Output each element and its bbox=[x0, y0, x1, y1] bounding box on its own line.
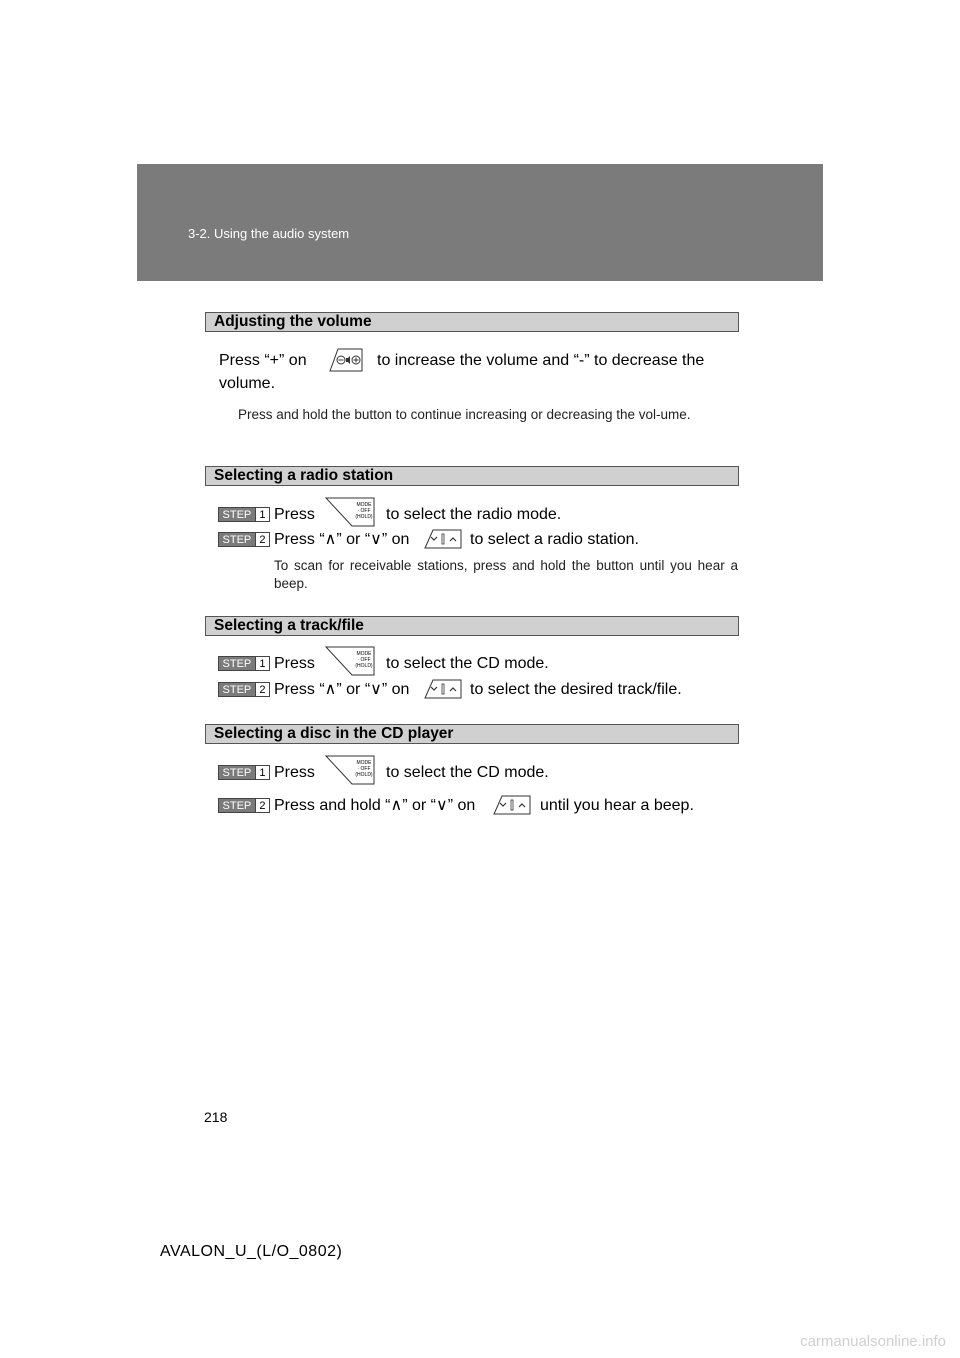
section-title-disc: Selecting a disc in the CD player bbox=[205, 724, 739, 744]
volume-text-c: volume. bbox=[219, 375, 276, 392]
mode-button-icon bbox=[324, 645, 376, 677]
step-number: 1 bbox=[255, 765, 270, 780]
radio-step1-text: Press bbox=[274, 506, 315, 523]
disc-step2-text: Press and hold “∧” or “∨” on bbox=[274, 797, 476, 814]
track-step2-post: to select the desired track/file. bbox=[470, 681, 682, 698]
seek-rocker-icon bbox=[492, 794, 532, 816]
step-number: 2 bbox=[255, 682, 270, 697]
radio-step2-text: Press “∧” or “∨” on bbox=[274, 531, 410, 548]
step-label: STEP bbox=[218, 656, 255, 671]
step-badge-2 bbox=[218, 798, 270, 813]
step-badge-1 bbox=[218, 507, 270, 522]
step-label: STEP bbox=[218, 765, 255, 780]
off-label: · OFF bbox=[357, 657, 371, 663]
page-number: 218 bbox=[204, 1109, 228, 1125]
step-number: 1 bbox=[255, 656, 270, 671]
step-number: 2 bbox=[255, 532, 270, 547]
section-label: 3-2. Using the audio system bbox=[188, 226, 350, 241]
seek-rocker-icon bbox=[423, 528, 463, 550]
step-badge-2 bbox=[218, 682, 270, 697]
radio-step1-post: to select the radio mode. bbox=[386, 506, 562, 523]
disc-step1-text: Press bbox=[274, 764, 315, 781]
track-step2-text: Press “∧” or “∨” on bbox=[274, 681, 410, 698]
section-title-radio: Selecting a radio station bbox=[205, 466, 739, 486]
track-step1-text: Press bbox=[274, 655, 315, 672]
document-code: AVALON_U_(L/O_0802) bbox=[160, 1243, 343, 1260]
step-badge-1 bbox=[218, 656, 270, 671]
step-label: STEP bbox=[218, 798, 255, 813]
track-step1-post: to select the CD mode. bbox=[386, 655, 549, 672]
step-number: 2 bbox=[255, 798, 270, 813]
volume-note: Press and hold the button to continue increasing or decreasing the vol-ume. bbox=[238, 407, 691, 422]
step-number: 1 bbox=[255, 507, 270, 522]
seek-rocker-icon bbox=[423, 678, 463, 700]
hold-label: (HOLD) bbox=[355, 663, 373, 669]
hold-label: (HOLD) bbox=[355, 772, 373, 778]
step-label: STEP bbox=[218, 532, 255, 547]
radio-note: To scan for receivable stations, press and hold the button until you hear a beep. bbox=[274, 558, 738, 591]
off-label: · OFF bbox=[357, 766, 371, 772]
volume-rocker-icon bbox=[328, 347, 364, 373]
volume-text-a: Press “+” on bbox=[219, 352, 307, 369]
disc-step1-post: to select the CD mode. bbox=[386, 764, 549, 781]
step-badge-2 bbox=[218, 532, 270, 547]
header-band bbox=[137, 164, 823, 281]
volume-text-b: to increase the volume and “-” to decrease the bbox=[377, 352, 705, 369]
hold-label: (HOLD) bbox=[355, 514, 373, 520]
mode-label: MODE bbox=[356, 502, 372, 508]
step-label: STEP bbox=[218, 682, 255, 697]
mode-label: MODE bbox=[356, 651, 372, 657]
radio-step2-post: to select a radio station. bbox=[470, 531, 639, 548]
section-title-volume: Adjusting the volume bbox=[205, 312, 739, 332]
section-title-track: Selecting a track/file bbox=[205, 616, 739, 636]
disc-step2-post: until you hear a beep. bbox=[540, 797, 694, 814]
mode-label: MODE bbox=[356, 760, 372, 766]
off-label: · OFF bbox=[357, 508, 371, 514]
mode-button-icon bbox=[324, 496, 376, 528]
mode-button-icon bbox=[324, 754, 376, 786]
step-badge-1 bbox=[218, 765, 270, 780]
watermark: carmanualsonline.info bbox=[800, 1333, 946, 1350]
step-label: STEP bbox=[218, 507, 255, 522]
